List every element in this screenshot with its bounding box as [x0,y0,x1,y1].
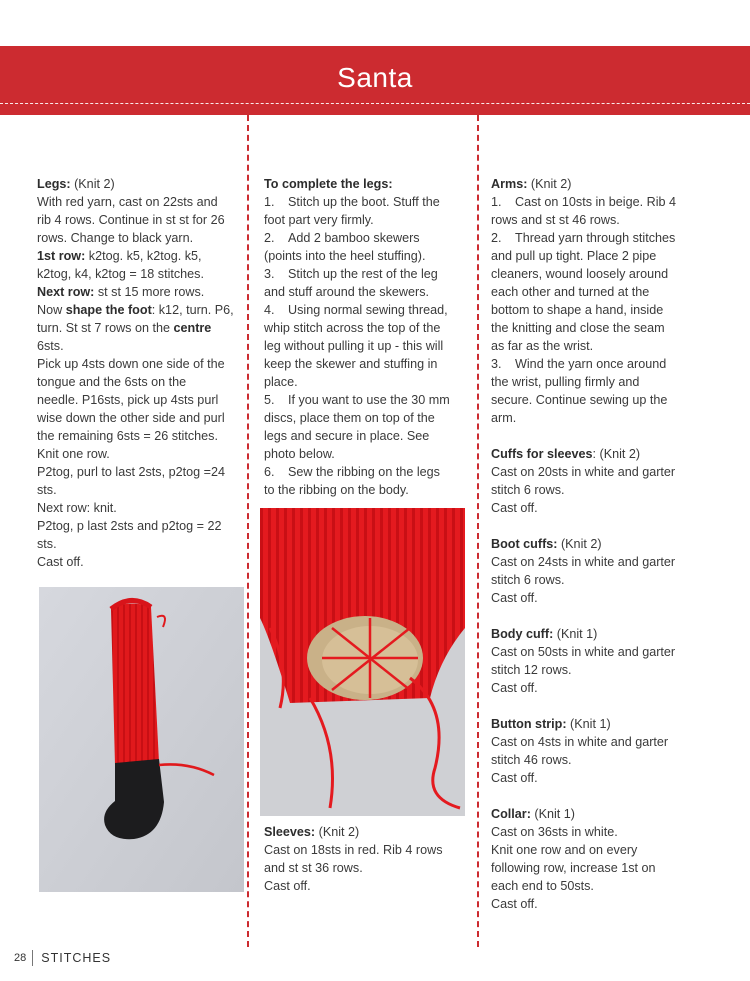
button-strip-heading-line [491,715,701,733]
text-line: leg without pulling it up - this will [264,339,444,353]
step-line [264,265,474,283]
body-cuff-knit-count: (Knit 1) [553,627,598,641]
text-span: Sew the ribbing on the legs [288,465,440,479]
step-number: 1. [491,195,502,209]
step-line [264,301,474,319]
magazine-name: STITCHES [41,951,112,965]
text-line: With red yarn, cast on 22sts and [37,195,218,209]
footer-divider [32,950,33,966]
text-line: rows and st st 46 rows. [491,213,620,227]
text-span: Stitch up the boot. Stuff the [288,195,440,209]
collar-heading-line [491,805,701,823]
text-line: Knit one row. [37,447,110,461]
page-title: Santa [337,62,413,93]
step-line [491,193,701,211]
text-line: legs and secure in place. See [264,429,430,443]
column-arms [491,175,701,913]
text-line: rib 4 rows. Continue in st st for 26 [37,213,225,227]
sleeves-heading-line [264,823,474,841]
text-span: Thread yarn through stitches [515,231,676,245]
text-line: as far as the wrist. [491,339,594,353]
text-line: Cast off. [264,879,311,893]
collar-heading: Collar: [491,807,531,821]
text-line: sts. [37,537,57,551]
step-line [264,229,474,247]
step-number: 3. [491,357,502,371]
arms-heading: Arms: [491,177,528,191]
text-line: the wrist, pulling firmly and [491,375,640,389]
text-span: Cast on 10sts in beige. Rib 4 [515,195,677,209]
text-span: Stitch up the rest of the leg [288,267,438,281]
text-line: wise down the other side and purl [37,411,225,425]
body-cuff-heading-line [491,625,701,643]
text-line: P2tog, purl to last 2sts, p2tog =24 [37,465,225,479]
legs-knit-count: (Knit 2) [70,177,115,191]
leg-disc-illustration [260,508,465,816]
text-line: each end to 50sts. [491,879,594,893]
first-row-line [37,247,242,265]
complete-legs-heading: To complete the legs: [264,177,393,191]
text-line: arm. [491,411,517,425]
text-line: photo below. [264,447,335,461]
text-line: Cast on 36sts in white. [491,825,618,839]
text-span: k2tog. k5, k2tog. k5, [85,249,202,263]
sleeves-block [264,823,474,895]
cuffs-heading-line [491,445,701,463]
leg-disc-photo [260,508,465,816]
text-line: k2tog, k4, k2tog = 18 stitches. [37,267,204,281]
page-footer [14,950,111,966]
centre-line [37,319,242,337]
arms-knit-count: (Knit 2) [527,177,572,191]
button-strip-heading: Button strip: [491,717,567,731]
text-line: Cast off. [491,681,538,695]
text-line: Cast on 50sts in white and garter [491,645,676,659]
step-line [264,391,474,409]
text-span: : k12, turn. P6, [151,303,234,317]
step-number: 4. [264,303,275,317]
spacer [491,697,701,715]
sleeves-heading: Sleeves: [264,825,316,839]
text-span: turn. St st 7 rows on the [37,321,174,335]
boot-cuffs-heading-line [491,535,701,553]
step-number: 5. [264,393,275,407]
shape-foot-label: shape the foot [65,303,152,317]
spacer [491,607,701,625]
text-line: discs, place them on top of the [264,411,435,425]
text-line: secure. Continue sewing up the [491,393,668,407]
text-line: tongue and the 6sts on the [37,375,187,389]
text-line: bottom to shape a hand, inside [491,303,664,317]
text-line: 6sts. [37,339,64,353]
text-line: to the ribbing on the body. [264,483,409,497]
column-divider-right [477,115,479,947]
spacer [491,427,701,445]
step-line [491,355,701,373]
text-line: P2tog, p last 2sts and p2tog = 22 [37,519,222,533]
boot-cuffs-heading: Boot cuffs: [491,537,558,551]
step-number: 2. [264,231,275,245]
step-line [264,193,474,211]
text-line: Pick up 4sts down one side of the [37,357,225,371]
text-line: (points into the heel stuffing). [264,249,426,263]
collar-knit-count: (Knit 1) [530,807,575,821]
text-span: Add 2 bamboo skewers [288,231,420,245]
text-line: Cast on 20sts in white and garter [491,465,676,479]
arms-heading-line [491,175,701,193]
column-divider-left [247,115,249,947]
text-line: following row, increase 1st on [491,861,656,875]
text-line: foot part very firmly. [264,213,374,227]
cuffs-knit-count: : (Knit 2) [592,447,641,461]
text-line: Knit one row and on every [491,843,638,857]
legs-heading: Legs: [37,177,71,191]
text-span: Using normal sewing thread, [288,303,448,317]
knitted-leg-illustration [39,587,244,892]
text-span: st st 15 more rows. [94,285,205,299]
step-number: 1. [264,195,275,209]
page-number: 28 [14,952,27,964]
text-span: Wind the yarn once around [515,357,667,371]
spacer [491,787,701,805]
step-line [491,229,701,247]
next-row-label: Next row: [37,285,95,299]
text-line: Next row: knit. [37,501,117,515]
step-number: 2. [491,231,502,245]
knitted-leg-photo [39,587,244,892]
banner-dashed-rule [0,103,750,104]
cuffs-heading: Cuffs for sleeves [491,447,593,461]
text-line: Cast on 4sts in white and garter [491,735,669,749]
text-line: Cast off. [37,555,84,569]
text-line: stitch 6 rows. [491,573,565,587]
legs-heading-line [37,175,242,193]
text-line: whip stitch across the top of the [264,321,441,335]
text-line: sts. [37,483,57,497]
text-line: and stuff around the skewers. [264,285,429,299]
text-line: Cast off. [491,591,538,605]
text-line: rows. Change to black yarn. [37,231,194,245]
column-complete-legs [264,175,474,499]
text-line: Cast off. [491,501,538,515]
body-cuff-heading: Body cuff: [491,627,554,641]
text-span: Now [37,303,66,317]
text-line: Cast off. [491,771,538,785]
text-line: place. [264,375,298,389]
step-number: 6. [264,465,275,479]
text-line: stitch 46 rows. [491,753,572,767]
text-line: stitch 12 rows. [491,663,572,677]
step-number: 3. [264,267,275,281]
step-line [264,463,474,481]
text-line: stitch 6 rows. [491,483,565,497]
spacer [491,517,701,535]
text-line: Cast on 18sts in red. Rib 4 rows [264,843,443,857]
text-line: keep the skewer and stuffing in [264,357,438,371]
button-strip-knit-count: (Knit 1) [566,717,611,731]
boot-cuffs-knit-count: (Knit 2) [557,537,602,551]
text-line: the remaining 6sts = 26 stitches. [37,429,218,443]
text-line: the knitting and close the seam [491,321,665,335]
text-line: each other and turned at the [491,285,650,299]
text-line: and st st 36 rows. [264,861,363,875]
text-span: If you want to use the 30 mm [288,393,450,407]
centre-label: centre [173,321,212,335]
column-legs [37,175,242,571]
text-line: Cast off. [491,897,538,911]
text-line: cleaners, wound loosely around [491,267,669,281]
first-row-label: 1st row: [37,249,86,263]
shape-foot-line [37,301,242,319]
sleeves-knit-count: (Knit 2) [315,825,360,839]
text-line: Cast on 24sts in white and garter [491,555,676,569]
text-line: and pull up tight. Place 2 pipe [491,249,657,263]
next-row-line [37,283,242,301]
text-line: needle. P16sts, pick up 4sts purl [37,393,219,407]
